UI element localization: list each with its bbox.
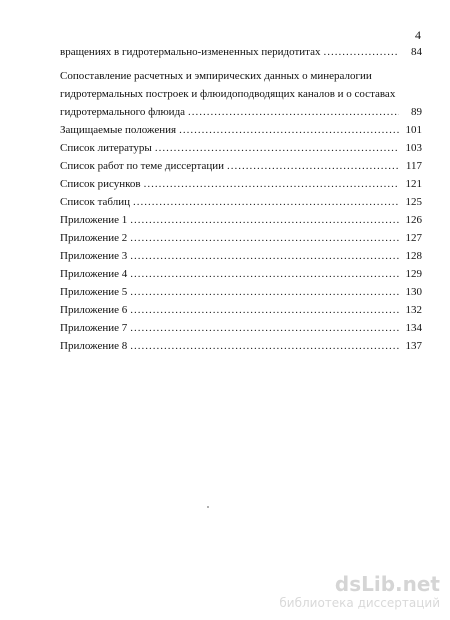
leader-dots [130, 337, 399, 355]
table-of-contents [60, 43, 422, 355]
leader-dots [130, 229, 399, 247]
toc-entry-title: Защищаемые положения [60, 124, 177, 136]
toc-entry [60, 319, 422, 337]
leader-dots [188, 103, 399, 121]
leader-dots [130, 211, 399, 229]
toc-entry [60, 247, 422, 265]
toc-entry-title: Список рисунков [60, 178, 141, 190]
leader-dots [144, 175, 399, 193]
toc-entry-page: 121 [405, 178, 422, 190]
toc-entry [60, 139, 422, 157]
toc-entry-title-line: гидротермального флюида [60, 106, 186, 118]
watermark-logo: dsLib.net [334, 572, 440, 596]
scan-speck [207, 506, 209, 508]
toc-entry-page: 84 [411, 46, 422, 58]
leader-dots [130, 319, 399, 337]
toc-entry-page: 117 [405, 160, 422, 172]
leader-dots [323, 43, 399, 61]
toc-entry [60, 229, 422, 247]
toc-entry-page: 125 [405, 196, 422, 208]
leader-dots [179, 121, 399, 139]
leader-dots [155, 139, 399, 157]
toc-entry-page: 137 [405, 340, 422, 352]
page-number: 4 [415, 28, 421, 42]
toc-entry [60, 211, 422, 229]
toc-entry-title: Список таблиц [60, 196, 130, 208]
toc-entry-page: 101 [405, 124, 422, 136]
toc-entry-title: Приложение 1 [60, 214, 128, 226]
toc-entry-title-line: гидротермальных построек и флюидоподводящих каналов и о составах [60, 88, 396, 100]
watermark-tagline: библиотека диссертаций [279, 596, 440, 610]
toc-entry-page: 126 [405, 214, 422, 226]
toc-entry-title: Приложение 3 [60, 250, 128, 262]
toc-entry-title-line: Сопоставление расчетных и эмпирических данных о минералогии [60, 70, 372, 82]
leader-dots [130, 301, 399, 319]
toc-entry [60, 283, 422, 301]
toc-entry [60, 337, 422, 355]
leader-dots [133, 193, 399, 211]
toc-entry-title: Приложение 7 [60, 322, 128, 334]
leader-dots [130, 283, 399, 301]
toc-entry [60, 175, 422, 193]
toc-entry-title: Приложение 2 [60, 232, 128, 244]
toc-entry-title: Приложение 4 [60, 268, 128, 280]
toc-entry [60, 121, 422, 139]
toc-entry-page: 132 [405, 304, 422, 316]
toc-entry [60, 193, 422, 211]
toc-entry-title: Приложение 5 [60, 286, 128, 298]
toc-entry [60, 301, 422, 319]
toc-entry-title: Список литературы [60, 142, 152, 154]
toc-entry-page: 103 [405, 142, 422, 154]
toc-entry-page: 130 [405, 286, 422, 298]
toc-entry [60, 67, 422, 121]
toc-entry-page: 127 [405, 232, 422, 244]
leader-dots [130, 247, 399, 265]
toc-entry-title: Приложение 8 [60, 340, 128, 352]
toc-entry [60, 265, 422, 283]
toc-entry-title: Приложение 6 [60, 304, 128, 316]
toc-entry [60, 157, 422, 175]
toc-entry [60, 43, 422, 61]
toc-entry-page: 89 [411, 106, 422, 118]
toc-entry-page: 128 [405, 250, 422, 262]
toc-entry-page: 129 [405, 268, 422, 280]
leader-dots [130, 265, 399, 283]
leader-dots [227, 157, 399, 175]
watermark [279, 572, 440, 610]
toc-entry-title: вращениях в гидротермально-измененных перидотитах [60, 46, 321, 58]
toc-entry-page: 134 [405, 322, 422, 334]
toc-entry-title: Список работ по теме диссертации [60, 160, 225, 172]
